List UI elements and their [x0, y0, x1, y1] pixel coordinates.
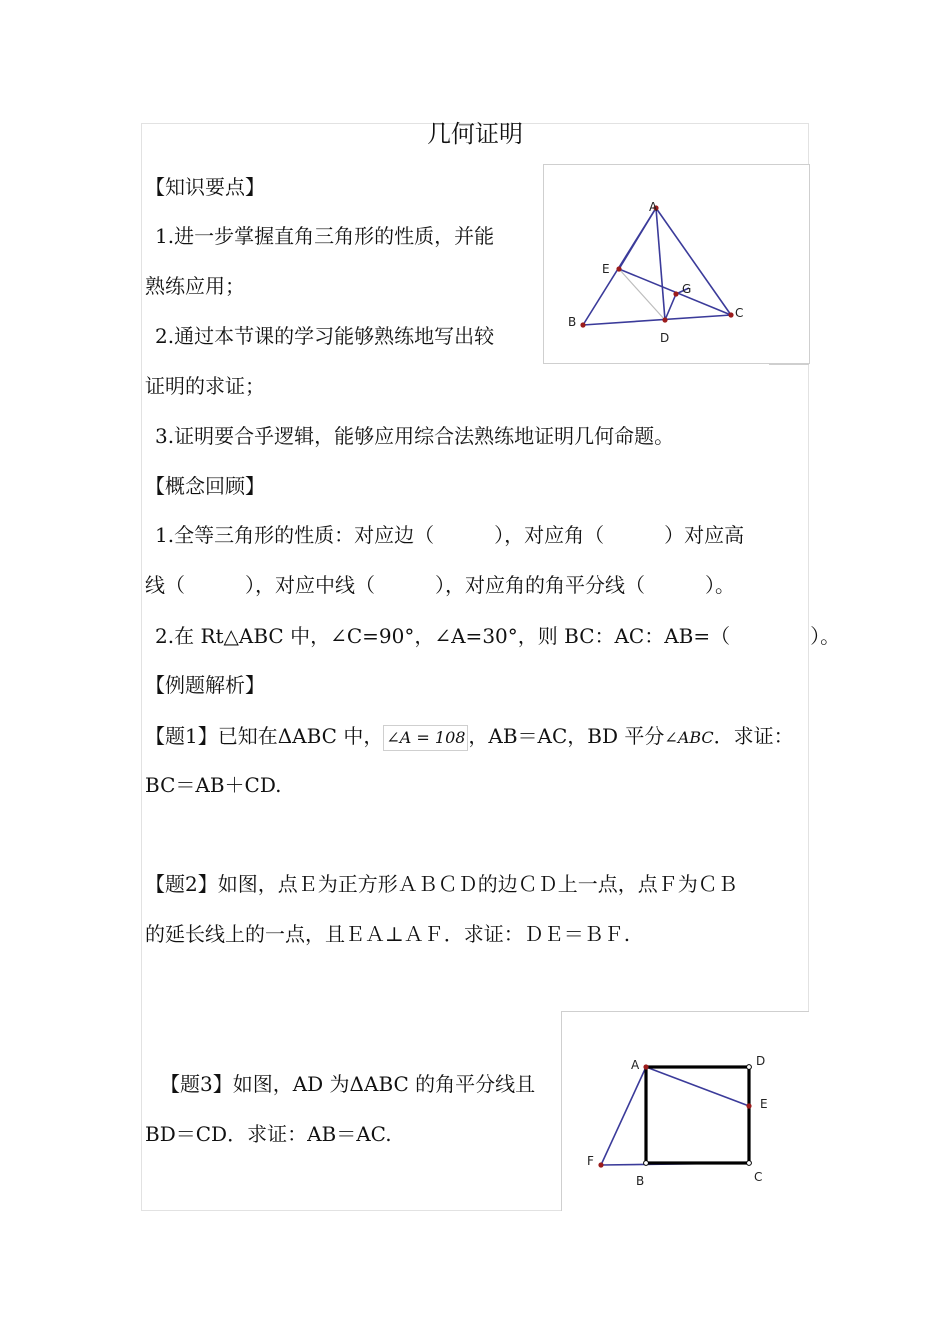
- label-e: E: [760, 1097, 768, 1111]
- problem-1-suffix: ．求证：: [713, 724, 794, 748]
- label-c: C: [735, 306, 744, 320]
- knowledge-item-2a: 2.通过本节课的学习能够熟练地写出较: [155, 324, 495, 348]
- point-c: [747, 1161, 752, 1166]
- point-c: [728, 312, 733, 317]
- problem-3-line1: 【题3】如图，AD 为ΔABC 的角平分线且: [160, 1072, 536, 1096]
- frame-left: [141, 123, 142, 1210]
- problem-2-line1: 【题2】如图，点Ｅ为正方形ＡＢＣＤ的边ＣＤ上一点，点Ｆ为ＣＢ: [145, 872, 738, 896]
- segment-dg: [665, 294, 676, 320]
- label-f: F: [587, 1154, 594, 1168]
- figure-1-box: [543, 164, 810, 364]
- problem-1-prefix: 【题1】已知在ΔABC 中，: [145, 724, 384, 748]
- page-title: 几何证明: [427, 120, 523, 148]
- point-e: [746, 1103, 751, 1108]
- frame-bottom: [141, 1210, 561, 1211]
- label-b: B: [568, 315, 577, 329]
- point-f: [598, 1162, 603, 1167]
- problem-1-mid: ，AB＝AC，BD 平分: [468, 724, 665, 748]
- section-heading-examples: 【例题解析】: [145, 673, 265, 697]
- segment-ae-g: [619, 208, 656, 269]
- knowledge-item-1a: 1.进一步掌握直角三角形的性质，并能: [155, 224, 495, 248]
- label-g: G: [682, 282, 692, 296]
- concept-item-2: 2.在 Rt△ABC 中，∠C=90°，∠A=30°，则 BC：AC：AB=（ ）。: [155, 624, 841, 648]
- label-a: A: [649, 200, 658, 214]
- square-abcd: [646, 1067, 749, 1163]
- knowledge-item-3: 3.证明要合乎逻辑，能够应用综合法熟练地证明几何命题。: [155, 424, 675, 448]
- label-c: C: [754, 1170, 763, 1184]
- problem-2-line2: 的延长线上的一点，且ＥＡ⊥ＡＦ．求证：ＤＥ＝ＢＦ.: [145, 922, 631, 946]
- knowledge-item-2c: 证明的求证；: [145, 374, 265, 398]
- point-a: [643, 1064, 648, 1069]
- section-heading-concepts: 【概念回顾】: [145, 474, 265, 498]
- label-a: A: [631, 1058, 640, 1072]
- knowledge-item-1c: 熟练应用；: [145, 274, 245, 298]
- problem-1-angle: ∠A = 108: [383, 725, 468, 751]
- point-g: [673, 291, 678, 296]
- segment-ad: [656, 208, 665, 320]
- segment-bc: [583, 315, 731, 325]
- problem-1-line2: BC＝AB＋CD.: [145, 773, 282, 797]
- label-b: B: [636, 1174, 645, 1188]
- figure-2-diagram: [562, 1012, 809, 1211]
- segment-af: [601, 1067, 646, 1165]
- segment-ed: [619, 269, 665, 320]
- concept-item-1-line1: 1.全等三角形的性质：对应边（ ），对应角（ ）对应高: [155, 523, 745, 547]
- point-d: [747, 1065, 752, 1070]
- problem-1-angle2: ∠ABC: [664, 728, 714, 747]
- point-e: [616, 266, 621, 271]
- label-d: D: [660, 331, 670, 345]
- concept-item-1-line2: 线（ ），对应中线（ ），对应角的角平分线（ ）。: [145, 573, 735, 597]
- point-b: [644, 1161, 649, 1166]
- point-b: [580, 322, 585, 327]
- point-d: [662, 317, 667, 322]
- label-e: E: [602, 262, 610, 276]
- problem-1-line1: [145, 724, 794, 751]
- figure-2-box: [561, 1011, 809, 1211]
- section-heading-knowledge: 【知识要点】: [145, 175, 265, 199]
- problem-3-line2: BD＝CD．求证：AB＝AC.: [145, 1122, 392, 1146]
- figure-1-diagram: [544, 165, 809, 363]
- label-d: D: [756, 1054, 766, 1068]
- segment-ae: [646, 1067, 749, 1106]
